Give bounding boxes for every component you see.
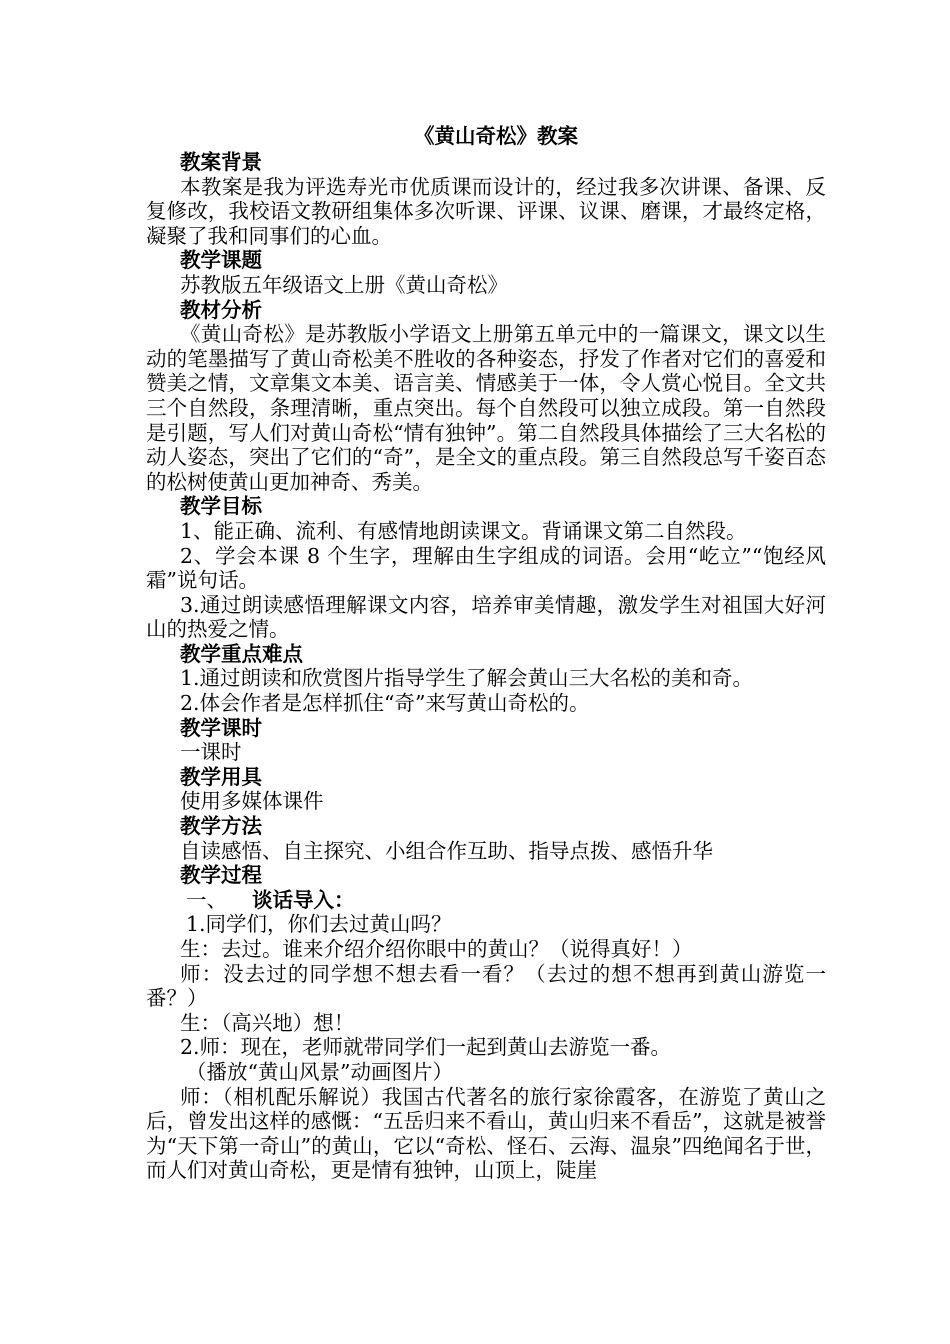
- heading-goals: 教学目标: [180, 494, 262, 519]
- process-line: （播放“黄山风景”动画图片）: [186, 1059, 453, 1084]
- section-number: 一、: [186, 887, 227, 912]
- process-line: 生：（高兴地）想！: [180, 1010, 355, 1035]
- heading-process: 教学过程: [180, 863, 262, 888]
- section-title: 谈话导入：: [252, 887, 355, 912]
- goal-item: 1、能正确、流利、有感情地朗读课文。背诵课文第二自然段。: [180, 518, 747, 543]
- analysis-text: 《黄山奇松》是苏教版小学语文上册第五单元中的一篇课文，课文以生动的笔墨描写了黄山奇松美不胜收的各种姿态，抒发了作者对它们的喜爱和赞美之情，文章集文本美、语言美、情感美于一体，令人赏心悦目。全文共三个自然段，条理清晰，重点突出。每个自然段可以独立成段。第一自然段是引题，写人们对黄山奇松“情有独钟”。第二自然段具体描绘了三大名松的动人姿态，突出了它们的“奇”，是全文的重点段。第三自然段总写千姿百态的松树使黄山更加神奇、秀美。: [146, 322, 826, 494]
- process-line: 师：（相机配乐解说）我国古代著名的旅行家徐霞客，在游览了黄山之后，曾发出这样的感慨：“五岳归来不看山，黄山归来不看岳”，这就是被誉为“天下第一奇山”的黄山，它以“奇松、怪石、云海、温泉”四绝闻名于世，而人们对黄山奇松，更是情有独钟，山顶上，陡崖: [146, 1084, 826, 1183]
- tools-text: 使用多媒体课件: [180, 789, 324, 814]
- heading-analysis: 教材分析: [180, 297, 262, 322]
- heading-methods: 教学方法: [180, 814, 262, 839]
- document-page: [146, 122, 826, 1183]
- methods-text: 自读感悟、自主探究、小组合作互助、指导点拨、感悟升华: [180, 838, 713, 863]
- goal-item: 2、学会本课 8 个生字，理解由生字组成的词语。会用“屹立”“饱经风霜”说句话。: [146, 543, 826, 593]
- goal-item: 3.通过朗读感悟理解课文内容，培养审美情趣，激发学生对祖国大好河山的热爱之情。: [146, 592, 826, 642]
- background-text: 本教案是我为评选寿光市优质课而设计的，经过我多次讲课、备课、反复修改，我校语文教研组集体多次听课、评课、议课、磨课，才最终定格，凝聚了我和同事们的心血。: [146, 174, 826, 248]
- keypoint-item: 2.体会作者是怎样抓住“奇”来写黄山奇松的。: [180, 691, 590, 716]
- hours-text: 一课时: [180, 740, 242, 765]
- section-heading: [146, 888, 826, 913]
- document-title: 《黄山奇松》教案: [414, 124, 578, 148]
- heading-topic: 教学课题: [180, 248, 262, 273]
- heading-tools: 教学用具: [180, 764, 262, 789]
- topic-text: 苏教版五年级语文上册《黄山奇松》: [180, 272, 508, 297]
- keypoint-item: 1.通过朗读和欣赏图片指导学生了解会黄山三大名松的美和奇。: [180, 666, 754, 691]
- heading-background: 教案背景: [180, 150, 262, 174]
- process-line: 2.师：现在，老师就带同学们一起到黄山去游览一番。: [180, 1035, 672, 1060]
- process-line: 1.同学们，你们去过黄山吗？: [186, 912, 452, 937]
- heading-keypoints: 教学重点难点: [180, 641, 303, 666]
- heading-hours: 教学课时: [180, 715, 262, 740]
- process-line: 生：去过。谁来介绍介绍你眼中的黄山？（说得真好！）: [180, 937, 693, 961]
- process-line: 师：没去过的同学想不想去看一看？（去过的想不想再到黄山游览一番？）: [146, 961, 826, 1011]
